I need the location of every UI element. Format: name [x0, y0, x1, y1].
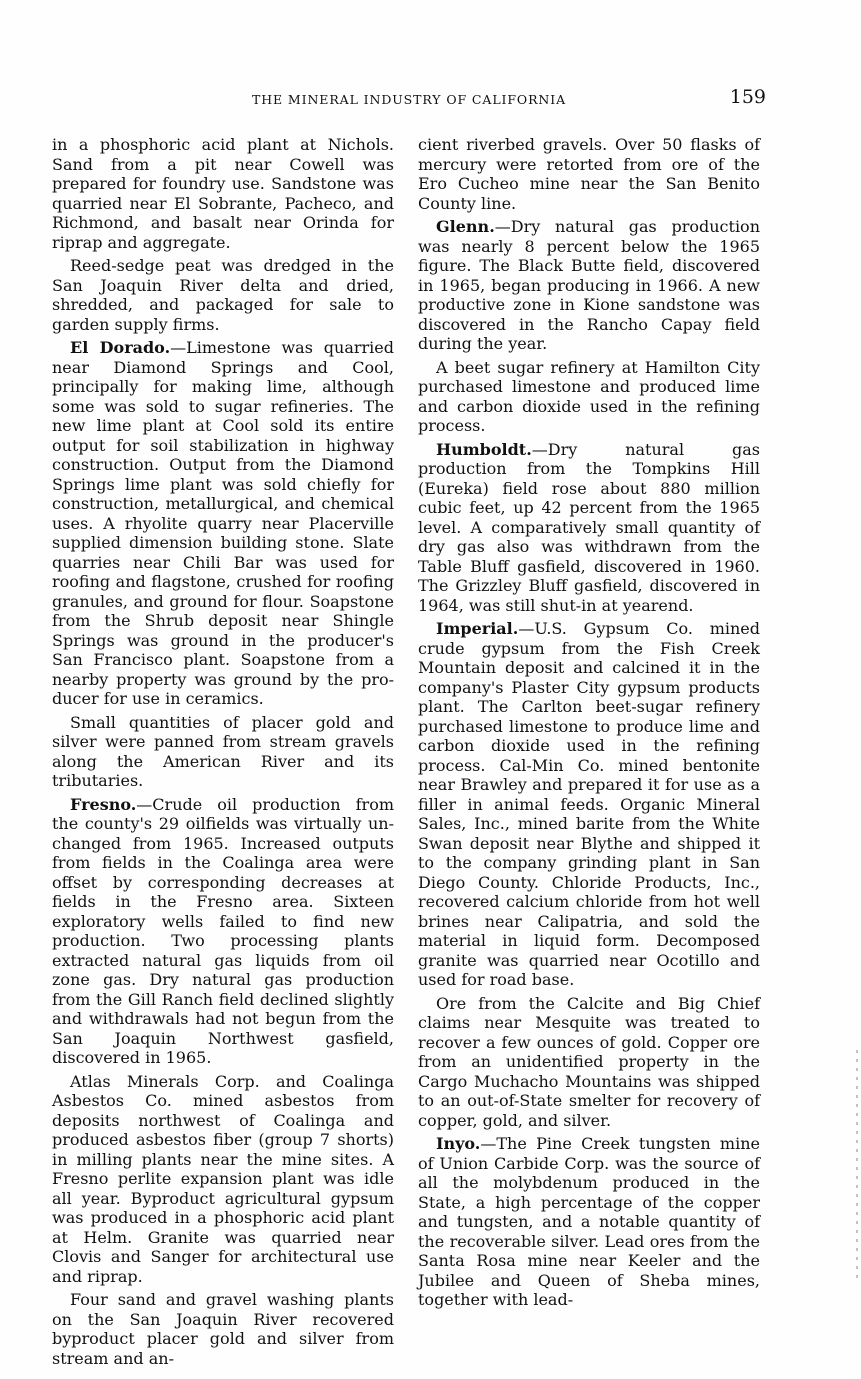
- paragraph: Small quantities of placer gold and silver were panned from stream gravels along the American River and its tributaries.: [52, 712, 394, 790]
- left-column: [52, 135, 394, 1372]
- section-text: —Dry natural gas production from the Tompkins Hill (Eureka) field rose about 880 million cubic feet, up 42 percent from the 1965 level. A comparatively small quantity of dry gas also was withdrawn from the Table Bluff gasfield, discovered in 1960. The Grizzley Bluff gasfield, discovered in 1964, was still shut-in at yearend.: [418, 439, 760, 615]
- section-inyo: [418, 1134, 760, 1310]
- right-column: [418, 135, 760, 1314]
- section-heading: Imperial.: [436, 619, 519, 638]
- section-imperial: [418, 619, 760, 990]
- page-header: [52, 86, 766, 116]
- paragraph: in a phosphoric acid plant at Nichols. Sand from a pit near Cowell was prepared for foundry use. Sandstone was quarried near El Sobrante, Pacheco, and Richmond, and basalt near Orinda for riprap and aggregate.: [52, 135, 394, 252]
- section-text: —Limestone was quarried near Diamond Springs and Cool, principally for making lime, although some was sold to sugar refineries. The new lime plant at Cool sold its entire output for soil stabilization in highway construction. Output from the Diamond Springs lime plant was sold chiefly for construction, metallurgical, and chemical uses. A rhyolite quarry near Placerville supplied dimension building stone. Slate quarries near Chili Bar was used for roofing and flagstone, crushed for roofing granules, and ground for flour. Soapstone from the Shrub deposit near Shingle Springs was ground in the producer's San Francisco plant. Soapstone from a nearby property was ground by the producer for use in ceramics.: [52, 338, 394, 708]
- section-text: —The Pine Creek tungsten mine of Union Carbide Corp. was the source of all the molybdenum produced in the State, a high percentage of the copper and tungsten, and a notable quantity of the recoverable silver. Lead ores from the Santa Rosa mine near Keeler and the Jubilee and Queen of Sheba mines, together with lead-: [418, 1134, 760, 1309]
- section-heading: Inyo.: [436, 1134, 481, 1153]
- scan-edge-artifact: [856, 1050, 858, 1280]
- section-heading: Glenn.: [436, 217, 495, 236]
- paragraph: Atlas Minerals Corp. and Coalinga Asbestos Co. mined asbestos from deposits northwest of Coalinga and produced asbestos fiber (group 7 shorts) in milling plants near the mine sites. A Fresno perlite expansion plant was idle all year. Byproduct agricultural gypsum was produced in a phosphoric acid plant at Helm. Granite was quarried near Clovis and Sanger for architectural use and riprap.: [52, 1071, 394, 1286]
- section-el-dorado: [52, 338, 394, 709]
- running-title: THE MINERAL INDUSTRY OF CALIFORNIA: [252, 92, 566, 107]
- section-text: —Crude oil production from the county's 29 oilfields was virtually unchanged from 1965. Increased outputs from fields in the Coalinga area were offset by corresponding decreases at fields in the Fresno area. Sixteen exploratory wells failed to find new production. Two processing plants extracted natural gas liquids from oil zone gas. Dry natural gas production from the Gill Ranch field declined slightly and withdrawals had not begun from the San Joaquin Northwest gasfield, discovered in 1965.: [52, 794, 394, 1067]
- section-humboldt: [418, 440, 760, 616]
- section-glenn: [418, 217, 760, 354]
- paragraph: cient riverbed gravels. Over 50 flasks of mercury were retorted from ore of the Ero Cucheo mine near the San Benito County line.: [418, 135, 760, 213]
- section-heading: El Dorado.: [70, 338, 171, 357]
- paragraph: A beet sugar refinery at Hamilton City purchased limestone and produced lime and carbon dioxide used in the refining process.: [418, 357, 760, 435]
- paragraph: Ore from the Calcite and Big Chief claims near Mesquite was treated to recover a few ounces of gold. Copper ore from an unidentified property in the Cargo Muchacho Mountains was shipped to an out-of-State smelter for recovery of copper, gold, and silver.: [418, 993, 760, 1130]
- section-fresno: [52, 795, 394, 1068]
- paragraph: Four sand and gravel washing plants on the San Joaquin River recovered byproduct placer gold and silver from stream and an-: [52, 1290, 394, 1368]
- section-text: —Dry natural gas production was nearly 8 percent below the 1965 figure. The Black Butte field, discovered in 1965, began producing in 1966. A new productive zone in Kione sandstone was discovered in the Rancho Capay field during the year.: [418, 217, 760, 353]
- paragraph: Reed-sedge peat was dredged in the San Joaquin River delta and dried, shredded, and packaged for sale to garden supply firms.: [52, 256, 394, 334]
- page-number: 159: [729, 86, 766, 108]
- section-text: —U.S. Gypsum Co. mined crude gypsum from the Fish Creek Mountain deposit and calcined it in the company's Plaster City gypsum products plant. The Carlton beet-sugar refinery purchased limestone to produce lime and carbon dioxide used in the refining process. Cal-Min Co. mined bentonite near Brawley and prepared it for use as a filler in animal feeds. Organic Mineral Sales, Inc., mined barite from the White Swan deposit near Blythe and shipped it to the company grinding plant in San Diego County. Chloride Products, Inc., recovered calcium chloride from hot well brines near Calipatria, and sold the material in liquid form. Decomposed granite was quarried near Ocotillo and used for road base.: [418, 619, 760, 989]
- section-heading: Humboldt.: [436, 439, 532, 459]
- section-heading: Fresno.: [70, 794, 137, 814]
